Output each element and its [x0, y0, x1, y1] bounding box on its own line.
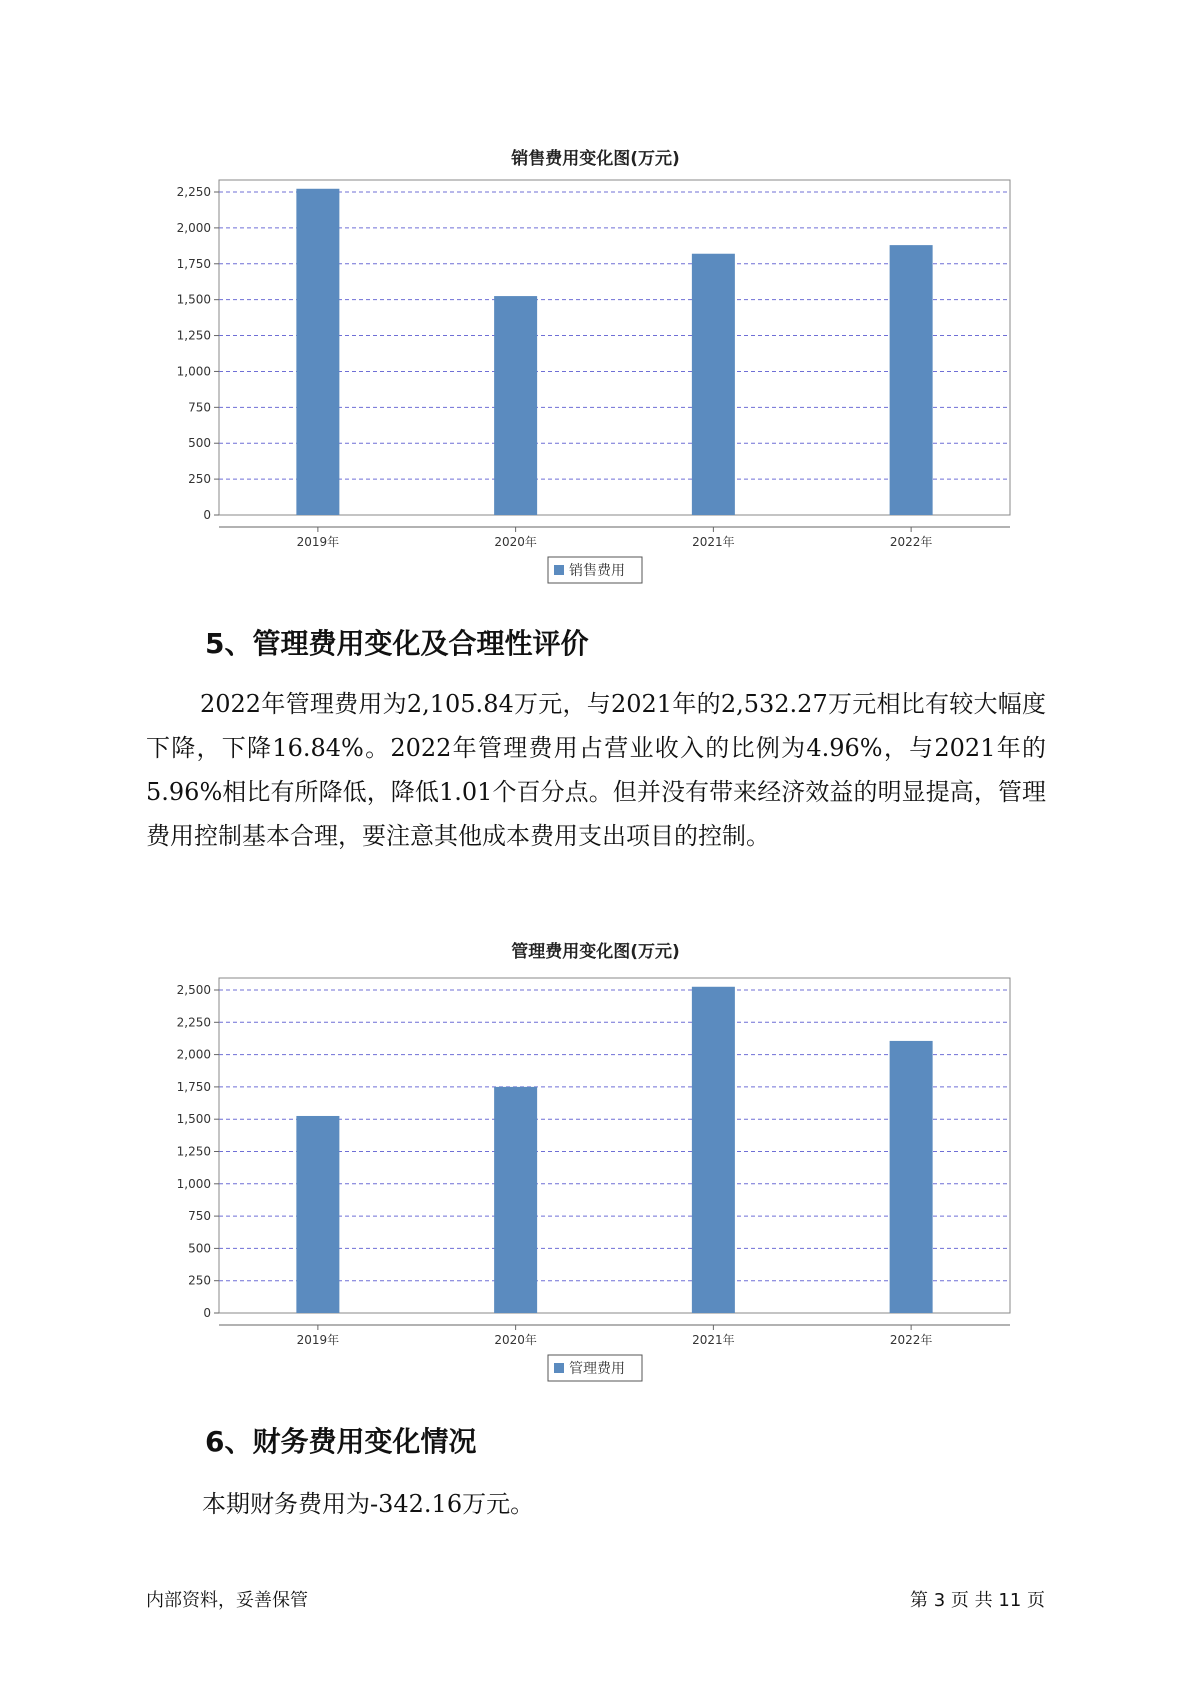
y-tick-label: 750 — [188, 1209, 211, 1224]
y-tick-label: 0 — [203, 1306, 211, 1320]
y-tick-label: 1,000 — [176, 1176, 211, 1191]
y-tick-label: 2,250 — [176, 185, 211, 199]
bar-2020年 — [494, 296, 537, 515]
x-tick-label: 2019年 — [296, 535, 340, 549]
y-tick-label: 1,000 — [176, 364, 211, 379]
y-tick-label: 500 — [188, 436, 211, 451]
x-tick-label: 2022年 — [889, 1333, 933, 1347]
y-tick-label: 1,750 — [176, 256, 211, 271]
x-tick-label: 2021年 — [692, 535, 735, 549]
y-tick-label: 1,500 — [176, 292, 211, 307]
bar-2020年 — [494, 1087, 537, 1313]
y-tick-label: 0 — [203, 508, 211, 522]
bar-2019年 — [296, 1116, 339, 1313]
y-tick-label: 250 — [188, 1273, 211, 1288]
bar-2022年 — [890, 1041, 933, 1313]
section5-paragraph: 2022年管理费用为2,105.84万元，与2021年的2,532.27万元相比有较大幅度下降，下降16.84%。2022年管理费用占营业收入的比例为4.96%，与2021年的5.96%相比有所降低，降低1.01个百分点。但并没有带来经济效益的明显提高，管理费用控制基本合理，要注意其他成本费用支出项目的控制。 — [146, 690, 1046, 850]
x-tick-label: 2022年 — [889, 535, 933, 549]
y-tick-label: 2,000 — [176, 220, 211, 235]
y-tick-label: 2,000 — [176, 1047, 211, 1062]
x-tick-label: 2021年 — [692, 1333, 735, 1347]
y-tick-label: 750 — [188, 400, 211, 415]
x-tick-label: 2019年 — [296, 1333, 340, 1347]
y-tick-label: 1,250 — [176, 328, 211, 343]
legend-swatch — [554, 565, 564, 575]
section6-heading: 6、财务费用变化情况 — [205, 1425, 477, 1458]
chart1-title: 销售费用变化图(万元) — [511, 149, 680, 169]
y-tick-label: 250 — [188, 472, 211, 487]
legend-label: 销售费用 — [569, 563, 625, 579]
x-tick-label: 2020年 — [494, 535, 537, 549]
y-tick-label: 2,250 — [176, 1015, 211, 1030]
bar-2021年 — [692, 987, 735, 1313]
y-tick-label: 500 — [188, 1241, 211, 1256]
footer-confidential: 内部资料，妥善保管 — [146, 1590, 308, 1611]
section6-text: 本期财务费用为-342.16万元。 — [202, 1490, 535, 1518]
y-tick-label: 1,250 — [176, 1144, 211, 1159]
y-tick-label: 1,750 — [176, 1079, 211, 1094]
section5-heading: 5、管理费用变化及合理性评价 — [205, 627, 589, 660]
bar-2019年 — [296, 189, 339, 515]
y-tick-label: 1,500 — [176, 1112, 211, 1127]
sales-expense-chart — [0, 160, 1191, 600]
chart2-title: 管理费用变化图(万元) — [511, 942, 680, 962]
legend-swatch — [554, 1363, 564, 1373]
footer-page-number: 第 3 页 共 11 页 — [910, 1590, 1045, 1611]
bar-2021年 — [692, 254, 735, 515]
legend-label: 管理费用 — [569, 1361, 625, 1377]
admin-expense-chart — [0, 958, 1191, 1398]
bar-2022年 — [890, 245, 933, 515]
y-tick-label: 2,500 — [176, 983, 211, 997]
x-tick-label: 2020年 — [494, 1333, 537, 1347]
